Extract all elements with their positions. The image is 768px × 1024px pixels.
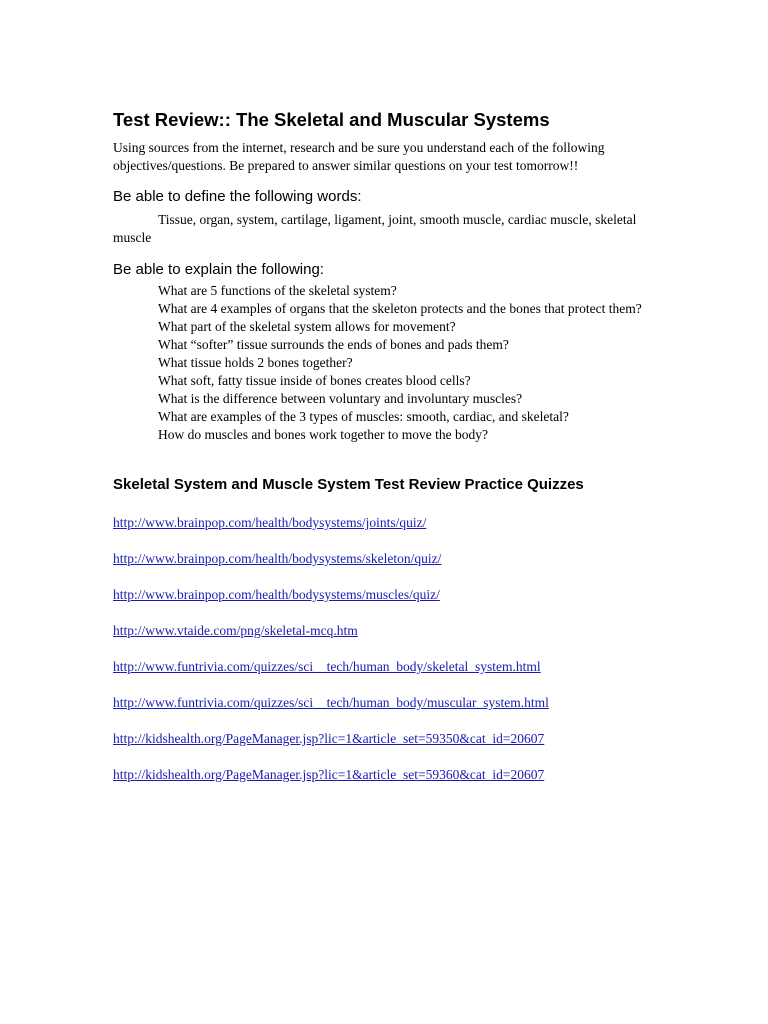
question-item: What are 5 functions of the skeletal system? [158, 283, 397, 298]
define-heading: Be able to define the following words: [113, 188, 362, 205]
question-item: How do muscles and bones work together to move the body? [158, 427, 488, 442]
quiz-link-item [113, 622, 653, 658]
question-item: What tissue holds 2 bones together? [158, 355, 353, 370]
define-words: Tissue, organ, system, cartilage, ligament, joint, smooth muscle, cardiac muscle, skeletal muscle [113, 212, 637, 245]
intro-paragraph: Using sources from the internet, research and be sure you understand each of the following objectives/questions. Be prepared to answer similar questions on your test tomorrow!! [113, 140, 605, 173]
quiz-link-item [113, 658, 653, 694]
question-item: What soft, fatty tissue inside of bones creates blood cells? [158, 373, 471, 388]
quiz-link[interactable]: http://www.vtaide.com/png/skeletal-mcq.htm [113, 623, 358, 638]
quiz-link-item [113, 586, 653, 622]
quiz-link[interactable]: http://kidshealth.org/PageManager.jsp?lic=1&article_set=59350&cat_id=20607 [113, 731, 545, 746]
quiz-link-item [113, 550, 653, 586]
quiz-link[interactable]: http://www.brainpop.com/health/bodysystems/muscles/quiz/ [113, 587, 440, 602]
question-list [113, 282, 653, 444]
quiz-link-item [113, 730, 653, 766]
quiz-link-item [113, 514, 653, 550]
question-item: What “softer” tissue surrounds the ends of bones and pads them? [158, 337, 509, 352]
question-item: What is the difference between voluntary and involuntary muscles? [158, 391, 523, 406]
quiz-link[interactable]: http://www.brainpop.com/health/bodysystems/skeleton/quiz/ [113, 551, 442, 566]
document-title: Test Review:: The Skeletal and Muscular Systems [113, 109, 550, 130]
quiz-link[interactable]: http://www.brainpop.com/health/bodysystems/joints/quiz/ [113, 515, 427, 530]
quiz-link[interactable]: http://www.funtrivia.com/quizzes/sci__tech/human_body/skeletal_system.html [113, 659, 541, 674]
document-page [113, 108, 653, 802]
quiz-link-list [113, 514, 653, 802]
quiz-link-item [113, 694, 653, 730]
quiz-heading: Skeletal System and Muscle System Test Review Practice Quizzes [113, 476, 584, 493]
explain-heading: Be able to explain the following: [113, 261, 324, 278]
question-item: What are examples of the 3 types of muscles: smooth, cardiac, and skeletal? [158, 409, 569, 424]
quiz-link[interactable]: http://kidshealth.org/PageManager.jsp?lic=1&article_set=59360&cat_id=20607 [113, 767, 545, 782]
quiz-link[interactable]: http://www.funtrivia.com/quizzes/sci__tech/human_body/muscular_system.html [113, 695, 549, 710]
question-item: What are 4 examples of organs that the skeleton protects and the bones that protect them? [158, 301, 642, 316]
question-item: What part of the skeletal system allows for movement? [158, 319, 456, 334]
quiz-link-item [113, 766, 653, 802]
